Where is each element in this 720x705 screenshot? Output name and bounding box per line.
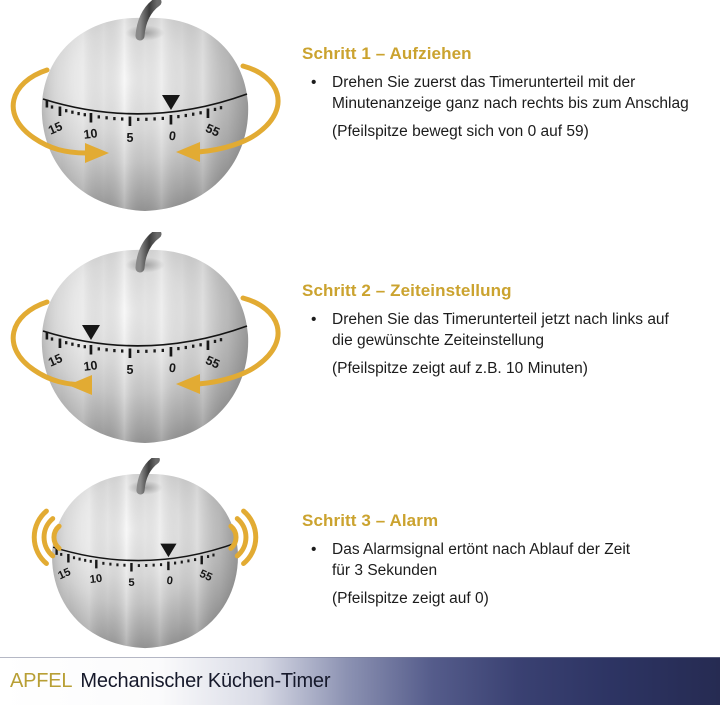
step-instruction xyxy=(332,539,630,581)
apple-timer-photo-step2 xyxy=(0,232,290,454)
step-note: (Pfeilspitze zeigt auf 0) xyxy=(332,590,489,607)
instruction-line: Drehen Sie das Timerunterteil jetzt nach links auf xyxy=(332,311,669,328)
bullet-icon: • xyxy=(311,541,317,558)
step-1-section xyxy=(302,44,714,142)
step-note: (Pfeilspitze zeigt auf z.B. 10 Minuten) xyxy=(332,360,588,377)
step-instruction xyxy=(332,309,669,351)
step-note: (Pfeilspitze bewegt sich von 0 auf 59) xyxy=(332,123,589,140)
step-heading: Schritt 3 – Alarm xyxy=(302,511,439,530)
step-2-section xyxy=(302,281,714,379)
instruction-line: für 3 Sekunden xyxy=(332,562,438,579)
step-heading: Schritt 1 – Aufziehen xyxy=(302,44,472,63)
step-3-section xyxy=(302,511,714,609)
instruction-line: Drehen Sie zuerst das Timerunterteil mit der xyxy=(332,74,636,91)
step-instruction xyxy=(332,72,689,114)
instruction-line: Minutenanzeige ganz nach rechts bis zum Anschlag xyxy=(332,95,689,112)
apple-timer-photo-step1 xyxy=(0,0,290,222)
brand-name: APFEL xyxy=(10,670,73,692)
product-title-bar xyxy=(0,657,720,705)
step-heading: Schritt 2 – Zeiteinstellung xyxy=(302,281,512,300)
bullet-icon: • xyxy=(311,74,317,91)
instruction-line: die gewünschte Zeiteinstellung xyxy=(332,332,544,349)
product-name: Mechanischer Küchen-Timer xyxy=(80,670,331,692)
bullet-icon: • xyxy=(311,311,317,328)
apple-timer-photo-step3 xyxy=(14,458,276,658)
instruction-line: Das Alarmsignal ertönt nach Ablauf der Zeit xyxy=(332,541,631,558)
